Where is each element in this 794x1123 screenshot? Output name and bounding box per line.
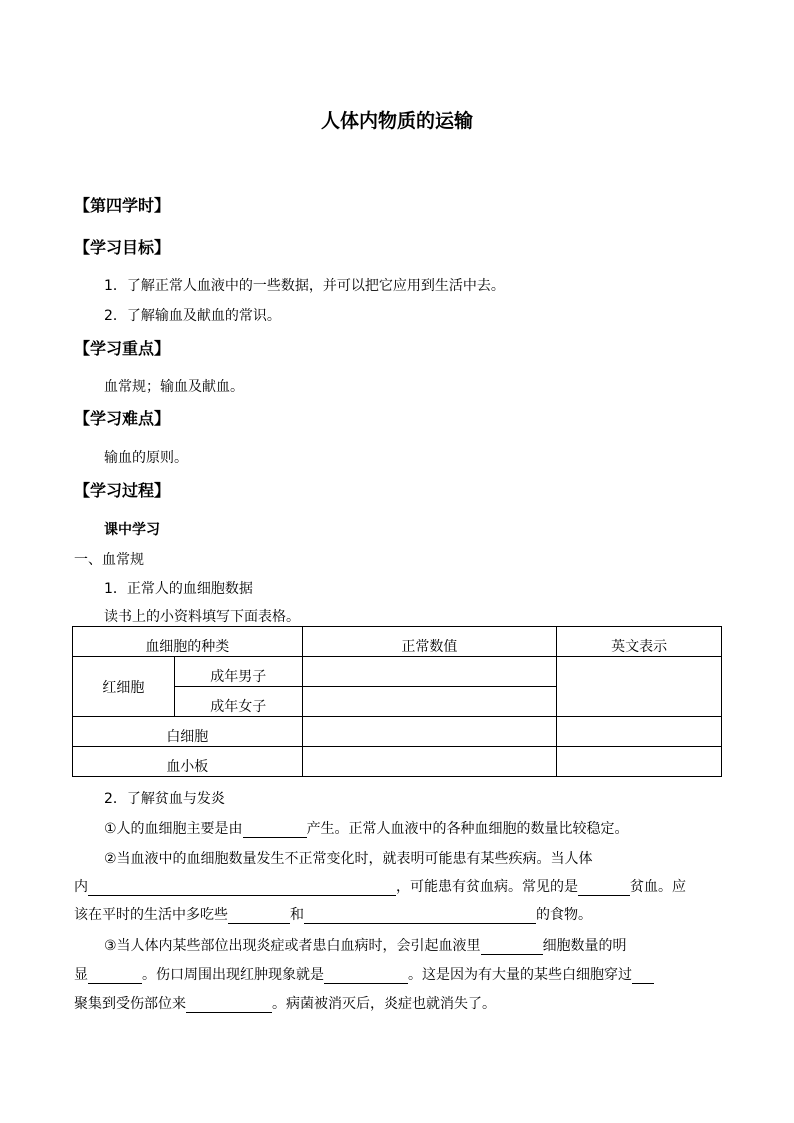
header-cell: 英文表示 bbox=[557, 627, 722, 657]
text: 显 bbox=[74, 967, 88, 983]
text: 和 bbox=[290, 907, 304, 923]
answer-blank[interactable] bbox=[324, 967, 408, 984]
answer-blank[interactable] bbox=[632, 967, 654, 984]
paragraph-line bbox=[74, 993, 496, 1013]
sub-label: 成年女子 bbox=[174, 687, 302, 717]
english-cell[interactable] bbox=[557, 747, 722, 777]
text: 细胞数量的明 bbox=[542, 938, 627, 954]
page-title: 人体内物质的运输 bbox=[320, 110, 473, 132]
answer-blank[interactable] bbox=[88, 879, 396, 896]
part-heading: 一、血常规 bbox=[74, 552, 144, 568]
focus-heading: 【学习重点】 bbox=[74, 339, 171, 358]
row-label-rbc: 红细胞 bbox=[73, 657, 175, 717]
question-title: 1．正常人的血细胞数据 bbox=[104, 581, 253, 597]
sub-label: 成年男子 bbox=[174, 657, 302, 687]
value-cell[interactable] bbox=[302, 687, 557, 717]
process-heading: 【学习过程】 bbox=[74, 481, 171, 500]
text: 该在平时的生活中多吃些 bbox=[74, 907, 228, 923]
answer-blank[interactable] bbox=[481, 938, 543, 955]
text: 。病菌被消灭后，炎症也就消失了。 bbox=[272, 996, 496, 1012]
objectives-heading: 【学习目标】 bbox=[74, 238, 171, 257]
row-label-wbc: 白细胞 bbox=[73, 717, 303, 747]
table-row bbox=[73, 627, 722, 657]
text: ③当人体内某些部位出现炎症或者患白血病时，会引起血液里 bbox=[104, 938, 481, 954]
text: 内 bbox=[74, 879, 88, 895]
difficulty-text: 输血的原则。 bbox=[104, 450, 188, 466]
objective-item: 2．了解输血及献血的常识。 bbox=[104, 308, 281, 324]
header-cell: 正常数值 bbox=[302, 627, 557, 657]
text: 的食物。 bbox=[536, 907, 592, 923]
value-cell[interactable] bbox=[302, 747, 557, 777]
english-cell[interactable] bbox=[557, 717, 722, 747]
paragraph-line bbox=[74, 904, 592, 924]
paragraph-line bbox=[74, 876, 686, 896]
objective-item: 1．了解正常人血液中的一些数据，并可以把它应用到生活中去。 bbox=[104, 278, 505, 294]
text: 产生。正常人血液中的各种血细胞的数量比较稳定。 bbox=[306, 821, 629, 837]
paragraph-line: ②当血液中的血细胞数量发生不正常变化时，就表明可能患有某些疾病。当人体 bbox=[104, 851, 593, 867]
text: 聚集到受伤部位来 bbox=[74, 996, 186, 1012]
text: 。这是因为有大量的某些白细胞穿过 bbox=[408, 967, 632, 983]
text: 贫血。应 bbox=[630, 879, 686, 895]
text: ①人的血细胞主要是由 bbox=[104, 821, 243, 837]
difficulty-heading: 【学习难点】 bbox=[74, 409, 171, 428]
value-cell[interactable] bbox=[302, 657, 557, 687]
answer-blank[interactable] bbox=[578, 879, 630, 896]
answer-blank[interactable] bbox=[186, 996, 272, 1013]
answer-blank[interactable] bbox=[228, 907, 290, 924]
table-row bbox=[73, 657, 722, 687]
question-title: 2．了解贫血与发炎 bbox=[104, 791, 225, 807]
text: ，可能患有贫血病。常见的是 bbox=[396, 879, 578, 895]
english-cell[interactable] bbox=[557, 657, 722, 717]
focus-text: 血常规；输血及献血。 bbox=[104, 379, 244, 395]
row-label-platelet: 血小板 bbox=[73, 747, 303, 777]
lesson-heading: 【第四学时】 bbox=[74, 196, 171, 215]
paragraph-line bbox=[74, 964, 654, 984]
table-row bbox=[73, 747, 722, 777]
answer-blank[interactable] bbox=[243, 821, 307, 838]
text: 。伤口周围出现红肿现象就是 bbox=[142, 967, 324, 983]
paragraph-line bbox=[104, 935, 627, 955]
paragraph-line bbox=[104, 818, 629, 838]
value-cell[interactable] bbox=[302, 717, 557, 747]
table-row bbox=[73, 717, 722, 747]
blood-cell-table bbox=[72, 626, 722, 777]
answer-blank[interactable] bbox=[88, 967, 142, 984]
header-cell: 血细胞的种类 bbox=[73, 627, 303, 657]
answer-blank[interactable] bbox=[304, 907, 536, 924]
subheading: 课中学习 bbox=[104, 522, 160, 538]
question-instruction: 读书上的小资料填写下面表格。 bbox=[104, 609, 300, 625]
